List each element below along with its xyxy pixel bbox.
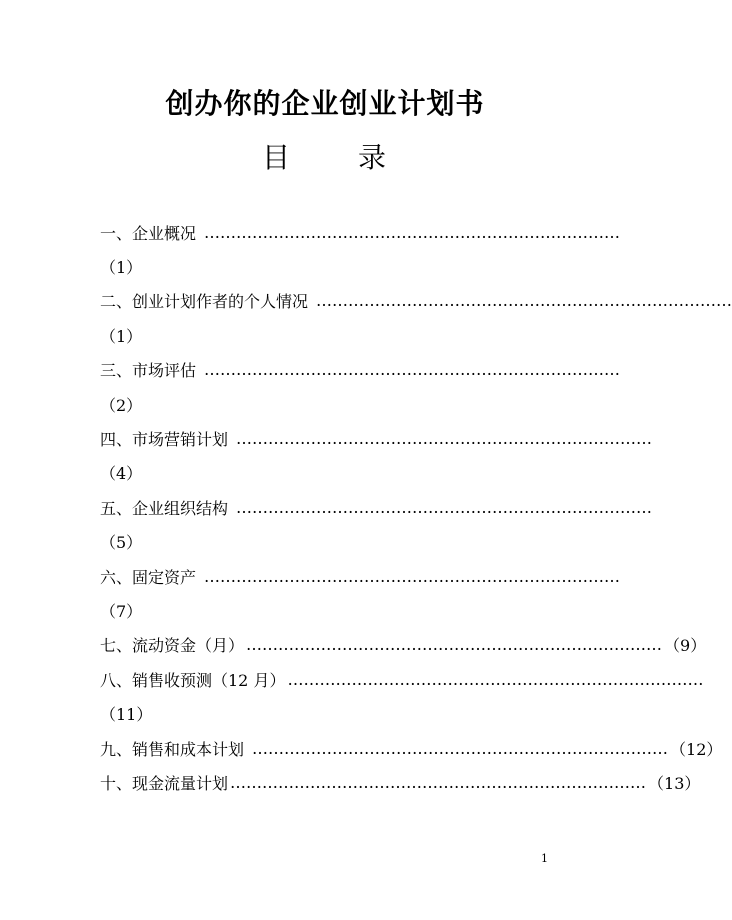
- toc-entry-9[interactable]: [100, 731, 723, 765]
- toc-entry-10[interactable]: [100, 765, 701, 799]
- toc-leader: ……………………………………………………………………: [316, 291, 732, 311]
- toc-leader: ……………………………………………………………………: [236, 497, 653, 517]
- toc-entry-6[interactable]: [100, 559, 621, 593]
- toc-entry-5[interactable]: [100, 490, 653, 524]
- toc-entry-7[interactable]: [100, 628, 707, 662]
- table-of-contents: [100, 215, 732, 800]
- toc-entry-5-page: [100, 525, 552, 559]
- toc-entry-label: 八、销售收预测（12 月）: [100, 670, 286, 690]
- toc-entry-page: （4）: [100, 464, 143, 484]
- toc-entry-8[interactable]: [100, 662, 704, 696]
- toc-entry-label: 二、创业计划作者的个人情况: [100, 292, 309, 312]
- toc-entry-2[interactable]: [100, 284, 732, 318]
- toc-entry-page: （9）: [664, 636, 707, 656]
- toc-entry-3[interactable]: [100, 353, 621, 387]
- toc-entry-page: （2）: [100, 395, 143, 415]
- toc-entry-page: （7）: [100, 601, 143, 621]
- toc-heading-left: 目: [262, 141, 291, 174]
- toc-entry-page: （1）: [100, 326, 143, 346]
- toc-leader: ……………………………………………………………………: [236, 429, 653, 449]
- toc-entry-6-page: [100, 593, 552, 627]
- toc-entry-page: （13）: [648, 773, 701, 793]
- toc-entry-page: （12）: [670, 739, 723, 759]
- toc-entry-3-page: [100, 387, 552, 421]
- toc-entry-page: （5）: [100, 533, 143, 553]
- toc-entry-label: 五、企业组织结构: [100, 498, 229, 518]
- toc-leader: ……………………………………………………………………: [246, 635, 663, 655]
- toc-entry-page: （11）: [100, 705, 153, 725]
- toc-entry-label: 九、销售和成本计划: [100, 739, 245, 759]
- toc-entry-label: 一、企业概况: [100, 223, 197, 243]
- toc-entry-4[interactable]: [100, 421, 653, 455]
- toc-leader: ……………………………………………………………………: [230, 772, 647, 792]
- page-number: 1: [541, 852, 548, 865]
- toc-entry-label: 六、固定资产: [100, 567, 197, 587]
- toc-heading-right: 录: [358, 141, 387, 174]
- toc-entry-8-page: [100, 696, 552, 730]
- toc-entry-label: 四、市场营销计划: [100, 430, 229, 450]
- document-title: 创办你的企业创业计划书: [165, 87, 485, 120]
- toc-entry-4-page: [100, 456, 552, 490]
- toc-entry-1-page: [100, 249, 552, 283]
- toc-entry-page: （1）: [100, 258, 143, 278]
- toc-leader: ……………………………………………………………………: [204, 222, 621, 242]
- toc-leader: ……………………………………………………………………: [204, 360, 621, 380]
- toc-leader: ……………………………………………………………………: [204, 566, 621, 586]
- toc-entry-2-page: [100, 318, 552, 352]
- toc-leader: ……………………………………………………………………: [287, 669, 704, 689]
- toc-entry-label: 七、流动资金（月）: [100, 636, 245, 656]
- toc-entry-label: 十、现金流量计划: [100, 773, 229, 793]
- toc-entry-1[interactable]: [100, 215, 621, 249]
- toc-entry-label: 三、市场评估: [100, 361, 197, 381]
- toc-leader: ……………………………………………………………………: [252, 738, 669, 758]
